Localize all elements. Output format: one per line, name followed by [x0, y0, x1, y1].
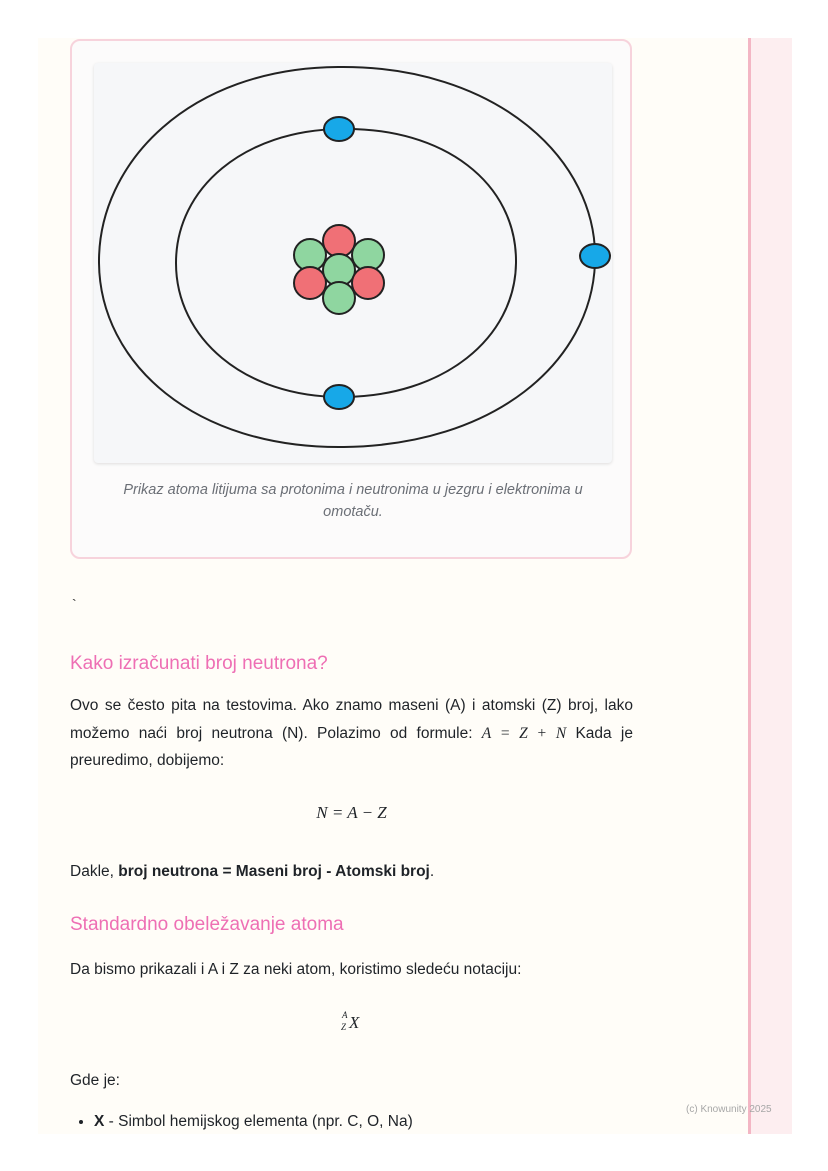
paragraph-gde-je: Gde je: — [70, 1072, 120, 1089]
heading-notation: Standardno obeležavanje atoma — [70, 914, 344, 935]
electron-particle — [324, 385, 354, 409]
nuclide-atomic-number: Z — [341, 1022, 347, 1032]
page-margin-strip — [748, 38, 792, 1134]
nuclide-notation — [338, 1010, 378, 1038]
lithium-atom-svg — [94, 63, 612, 463]
list-item — [94, 1108, 634, 1135]
atom-figure — [70, 39, 632, 559]
stray-backtick: ` — [72, 596, 77, 612]
inline-formula: A = Z + N — [481, 724, 567, 742]
paragraph-neutrons-text2: Kada je preuredimo, dobijemo: — [70, 724, 633, 769]
list-item-text: - Simbol hemijskog elementa (npr. C, O, Na) — [104, 1113, 413, 1130]
electron-particle — [580, 244, 610, 268]
definition-list — [70, 1108, 634, 1135]
formula-block: N = A − Z — [316, 803, 387, 822]
paragraph-neutrons-text1: Ovo se često pita na testovima. Ako znamo maseni (A) i atomski (Z) broj, lako možemo naći broj neutrona (N). Polazimo od formule: — [70, 697, 633, 742]
nuclide-symbol: X — [349, 1013, 360, 1032]
proton-particle — [294, 267, 326, 299]
proton-particle — [352, 267, 384, 299]
neutron-particle — [323, 282, 355, 314]
proton-particle — [323, 225, 355, 257]
figure-caption: Prikaz atoma litijuma sa protonima i neutronima u jezgru i elektronima u omotaču. — [123, 482, 583, 520]
heading-neutrons: Kako izračunati broj neutrona? — [70, 653, 328, 674]
summary-suffix: . — [429, 863, 435, 880]
summary-bold: broj neutrona = Maseni broj - Atomski broj — [118, 863, 430, 880]
paragraph-neutrons — [70, 692, 633, 775]
atom-diagram — [94, 63, 612, 463]
list-item-term: X — [94, 1113, 105, 1130]
nuclide-mass-number: A — [342, 1010, 348, 1020]
paragraph-summary — [70, 858, 633, 886]
footer-copyright: (c) Knowunity 2025 — [686, 1104, 772, 1115]
nucleus — [294, 225, 384, 314]
summary-prefix: Dakle, — [70, 863, 119, 880]
paragraph-notation-intro: Da bismo prikazali i A i Z za neki atom, koristimo sledeću notaciju: — [70, 961, 522, 978]
electron-particle — [324, 117, 354, 141]
